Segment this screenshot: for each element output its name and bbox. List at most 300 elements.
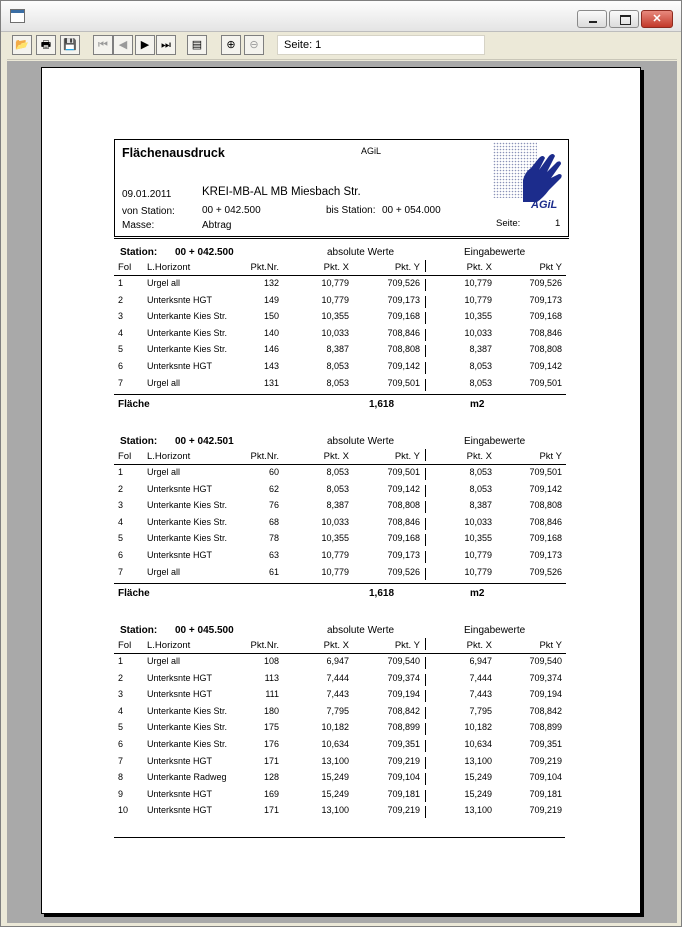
column-separator bbox=[425, 534, 426, 546]
header-divider bbox=[114, 238, 569, 239]
table-cell: 708,846 bbox=[387, 516, 420, 527]
table-cell: 10,779 bbox=[464, 294, 492, 305]
col-horizont: L.Horizont bbox=[147, 262, 191, 273]
minimize-icon bbox=[589, 21, 597, 23]
table-row bbox=[114, 378, 566, 393]
column-header-rule bbox=[114, 464, 566, 465]
col-fol: Fol bbox=[118, 640, 132, 651]
masse-label: Masse: bbox=[122, 220, 155, 231]
area-unit: m2 bbox=[470, 588, 485, 600]
last-page-icon: ⏭ bbox=[161, 39, 171, 51]
col-pkt-x: Pkt. X bbox=[323, 640, 349, 651]
table-cell: 709,219 bbox=[387, 805, 420, 816]
table-cell: 708,842 bbox=[529, 705, 562, 716]
table-cell: 5 bbox=[118, 344, 124, 355]
print-button[interactable] bbox=[36, 35, 56, 55]
svg-text:AGiL: AGiL bbox=[531, 199, 558, 211]
table-cell: 140 bbox=[263, 327, 279, 338]
project-name: KREI-MB-AL MB Miesbach Str. bbox=[202, 186, 361, 198]
col-horizont: L.Horizont bbox=[147, 451, 191, 462]
table-cell: 13,100 bbox=[464, 805, 492, 816]
table-cell: 709,501 bbox=[529, 377, 562, 388]
table-cell: 10,182 bbox=[464, 722, 492, 733]
col-fol: Fol bbox=[118, 451, 132, 462]
next-page-button[interactable] bbox=[135, 35, 155, 55]
masse-value: Abtrag bbox=[202, 220, 232, 231]
table-cell: 128 bbox=[263, 772, 279, 783]
table-cell: 7,444 bbox=[326, 672, 349, 683]
column-separator bbox=[425, 329, 426, 341]
table-cell: 10,779 bbox=[464, 550, 492, 560]
column-separator bbox=[425, 674, 426, 686]
table-cell: 10,355 bbox=[464, 533, 492, 544]
table-cell: 10,779 bbox=[464, 278, 492, 288]
table-cell: 5 bbox=[118, 533, 124, 544]
column-header-rule bbox=[114, 653, 566, 654]
von-station-label: von Station: bbox=[122, 206, 175, 217]
table-row bbox=[114, 772, 566, 787]
open-icon: 📂 bbox=[15, 39, 29, 51]
table-cell: 150 bbox=[263, 311, 279, 322]
table-cell: 709,501 bbox=[387, 377, 420, 388]
table-cell: 3 bbox=[118, 311, 124, 322]
prev-page-button[interactable] bbox=[113, 35, 133, 55]
table-cell: Unterkante Kies Str. bbox=[147, 516, 228, 527]
col-pkt-nr: Pkt.Nr. bbox=[250, 640, 279, 651]
table-cell: 709,540 bbox=[529, 656, 562, 666]
table-row bbox=[114, 722, 566, 737]
table-cell: 10,033 bbox=[464, 516, 492, 527]
table-cell: 2 bbox=[118, 294, 124, 305]
table-cell: 111 bbox=[265, 689, 279, 700]
zoom-out-icon: ⊖ bbox=[249, 39, 259, 51]
column-separator bbox=[425, 296, 426, 308]
table-cell: 171 bbox=[263, 805, 279, 816]
column-separator bbox=[425, 690, 426, 702]
table-cell: 132 bbox=[263, 278, 279, 288]
report-date: 09.01.2011 bbox=[122, 189, 172, 200]
table-row bbox=[114, 484, 566, 499]
area-rule bbox=[114, 583, 566, 584]
table-cell: 10,033 bbox=[321, 516, 349, 527]
table-cell: 62 bbox=[268, 483, 279, 494]
area-unit: m2 bbox=[470, 399, 485, 411]
column-separator bbox=[425, 638, 426, 650]
page-setup-button[interactable] bbox=[187, 35, 207, 55]
zoom-in-button[interactable] bbox=[221, 35, 241, 55]
table-row bbox=[114, 805, 566, 820]
table-cell: 709,168 bbox=[529, 533, 562, 544]
table-cell: 10,033 bbox=[464, 327, 492, 338]
table-cell: 76 bbox=[268, 500, 279, 511]
col-eing-pkt-y: Pkt Y bbox=[539, 262, 562, 273]
table-cell: Urgel all bbox=[147, 278, 181, 288]
col-pkt-x: Pkt. X bbox=[323, 451, 349, 462]
column-separator bbox=[425, 518, 426, 530]
column-separator bbox=[425, 773, 426, 785]
table-cell: 63 bbox=[268, 550, 279, 560]
table-cell: 10,779 bbox=[464, 566, 492, 577]
last-page-button[interactable] bbox=[156, 35, 176, 55]
column-separator bbox=[425, 806, 426, 818]
report-header bbox=[114, 139, 569, 237]
table-cell: 180 bbox=[263, 705, 279, 716]
table-cell: 709,142 bbox=[529, 361, 562, 371]
table-cell: Unterkante Radweg bbox=[147, 772, 227, 783]
table-cell: 4 bbox=[118, 327, 124, 338]
station-label bbox=[120, 436, 234, 447]
table-cell: Urgel all bbox=[147, 656, 181, 666]
table-row bbox=[114, 467, 566, 482]
table-cell: Unterkante Kies Str. bbox=[147, 327, 228, 338]
company-name: AGiL bbox=[361, 146, 382, 156]
table-cell: 8,053 bbox=[469, 467, 492, 477]
table-cell: 9 bbox=[118, 788, 124, 799]
column-separator bbox=[425, 468, 426, 480]
column-separator bbox=[425, 279, 426, 291]
table-cell: 709,168 bbox=[387, 311, 420, 322]
table-cell: 7 bbox=[118, 566, 124, 577]
column-separator bbox=[425, 740, 426, 752]
table-cell: Urgel all bbox=[147, 566, 181, 577]
print-icon: 🖶 bbox=[40, 39, 52, 51]
col-eing-pkt-x: Pkt. X bbox=[466, 262, 492, 273]
table-cell: 709,104 bbox=[529, 772, 562, 783]
table-cell: 8,053 bbox=[326, 467, 349, 477]
col-pkt-y: Pkt. Y bbox=[394, 451, 420, 462]
table-cell: 8 bbox=[118, 772, 124, 783]
table-cell: 708,842 bbox=[387, 705, 420, 716]
table-cell: 7,443 bbox=[326, 689, 349, 700]
table-cell: 709,219 bbox=[529, 805, 562, 816]
table-cell: 6 bbox=[118, 550, 124, 560]
column-separator bbox=[425, 260, 426, 272]
report-title: Flächenausdruck bbox=[122, 146, 225, 160]
table-cell: Unterkante Kies Str. bbox=[147, 739, 228, 749]
input-values-heading: Eingabewerte bbox=[464, 625, 526, 636]
zoom-in-icon: ⊕ bbox=[226, 39, 236, 51]
column-separator bbox=[425, 362, 426, 374]
table-cell: 709,173 bbox=[529, 550, 562, 560]
table-cell: 8,053 bbox=[469, 377, 492, 388]
table-row bbox=[114, 361, 566, 376]
table-cell: 709,181 bbox=[529, 788, 562, 799]
table-cell: 15,249 bbox=[321, 772, 349, 783]
table-row bbox=[114, 328, 566, 343]
station-label bbox=[120, 247, 234, 258]
table-cell: 8,053 bbox=[326, 361, 349, 371]
column-separator bbox=[425, 449, 426, 461]
column-separator bbox=[425, 568, 426, 580]
maximize-icon bbox=[620, 15, 631, 25]
area-label: Fläche bbox=[118, 588, 150, 600]
table-cell: 708,808 bbox=[387, 500, 420, 511]
table-cell: 15,249 bbox=[464, 788, 492, 799]
seite-label: Seite: bbox=[496, 218, 521, 229]
table-cell: 3 bbox=[118, 500, 124, 511]
table-cell: 10,355 bbox=[321, 533, 349, 544]
table-cell: 10,634 bbox=[464, 739, 492, 749]
table-cell: Unterksnte HGT bbox=[147, 755, 213, 766]
table-cell: 709,194 bbox=[387, 689, 420, 700]
table-cell: 7,444 bbox=[469, 672, 492, 683]
table-cell: 6 bbox=[118, 739, 124, 749]
table-cell: 10,182 bbox=[321, 722, 349, 733]
table-cell: 8,053 bbox=[326, 483, 349, 494]
zoom-out-button[interactable] bbox=[244, 35, 264, 55]
table-cell: 8,387 bbox=[326, 500, 349, 511]
station-label bbox=[120, 625, 234, 636]
area-value: 1,618 bbox=[369, 399, 395, 411]
table-cell: 709,173 bbox=[387, 294, 420, 305]
table-cell: 10,355 bbox=[321, 311, 349, 322]
table-cell: 708,808 bbox=[529, 344, 562, 355]
table-cell: 7 bbox=[118, 755, 124, 766]
page-setup-icon: ▤ bbox=[191, 39, 203, 51]
app-icon bbox=[10, 9, 25, 23]
col-fol: Fol bbox=[118, 262, 132, 273]
col-pkt-nr: Pkt.Nr. bbox=[250, 451, 279, 462]
report-bottom-rule bbox=[114, 837, 565, 838]
table-cell: 171 bbox=[263, 755, 279, 766]
save-button[interactable] bbox=[60, 35, 80, 55]
table-cell: 6,947 bbox=[469, 656, 492, 666]
table-cell: 709,168 bbox=[529, 311, 562, 322]
table-cell: 7 bbox=[118, 377, 124, 388]
table-row bbox=[114, 673, 566, 688]
table-cell: 78 bbox=[268, 533, 279, 544]
table-row bbox=[114, 500, 566, 515]
table-cell: 4 bbox=[118, 705, 124, 716]
column-header-rule bbox=[114, 275, 566, 276]
table-row bbox=[114, 311, 566, 326]
close-button[interactable] bbox=[641, 10, 673, 28]
table-cell: 7,795 bbox=[469, 705, 492, 716]
maximize-button[interactable] bbox=[609, 10, 639, 28]
table-cell: 708,899 bbox=[387, 722, 420, 733]
table-cell: 15,249 bbox=[321, 788, 349, 799]
table-cell: 709,142 bbox=[529, 483, 562, 494]
table-cell: 709,526 bbox=[529, 566, 562, 577]
table-cell: 169 bbox=[263, 788, 279, 799]
table-cell: 10 bbox=[118, 805, 129, 816]
table-cell: 10,779 bbox=[321, 550, 349, 560]
table-cell: Unterkante Kies Str. bbox=[147, 344, 228, 355]
table-row bbox=[114, 656, 566, 671]
table-cell: Unterkante Kies Str. bbox=[147, 533, 228, 544]
table-cell: 1 bbox=[118, 278, 124, 288]
table-cell: 1 bbox=[118, 467, 124, 477]
column-separator bbox=[425, 657, 426, 669]
table-cell: 61 bbox=[268, 566, 279, 577]
table-cell: 8,387 bbox=[469, 344, 492, 355]
input-values-heading: Eingabewerte bbox=[464, 436, 526, 447]
table-cell: 60 bbox=[268, 467, 279, 477]
table-cell: 709,374 bbox=[387, 672, 420, 683]
table-cell: 709,374 bbox=[529, 672, 562, 683]
table-cell: 6 bbox=[118, 361, 124, 371]
column-separator bbox=[425, 723, 426, 735]
column-separator bbox=[425, 485, 426, 497]
table-cell: 709,540 bbox=[387, 656, 420, 666]
table-cell: 15,249 bbox=[464, 772, 492, 783]
table-row bbox=[114, 706, 566, 721]
table-cell: Unterksnte HGT bbox=[147, 805, 213, 816]
table-cell: Unterksnte HGT bbox=[147, 672, 213, 683]
col-eing-pkt-x: Pkt. X bbox=[466, 640, 492, 651]
table-cell: 708,846 bbox=[529, 327, 562, 338]
area-value: 1,618 bbox=[369, 588, 395, 600]
table-cell: 8,053 bbox=[469, 361, 492, 371]
table-cell: 2 bbox=[118, 672, 124, 683]
table-cell: 709,526 bbox=[529, 278, 562, 288]
table-cell: 1 bbox=[118, 656, 124, 666]
table-cell: 709,351 bbox=[529, 739, 562, 749]
column-separator bbox=[425, 790, 426, 802]
column-separator bbox=[425, 501, 426, 513]
table-cell: Unterksnte HGT bbox=[147, 483, 213, 494]
title-bar[interactable] bbox=[1, 1, 681, 32]
col-eing-pkt-y: Pkt Y bbox=[539, 451, 562, 462]
open-button[interactable] bbox=[12, 35, 32, 55]
column-separator bbox=[425, 312, 426, 324]
column-separator bbox=[425, 551, 426, 563]
table-cell: 149 bbox=[263, 294, 279, 305]
table-cell: 709,168 bbox=[387, 533, 420, 544]
station-caption: Station: bbox=[120, 625, 158, 636]
table-cell: 709,104 bbox=[387, 772, 420, 783]
table-cell: 10,355 bbox=[464, 311, 492, 322]
table-cell: 13,100 bbox=[321, 755, 349, 766]
table-row bbox=[114, 533, 566, 548]
table-cell: 709,351 bbox=[387, 739, 420, 749]
page-indicator: Seite: 1 bbox=[277, 35, 485, 55]
col-horizont: L.Horizont bbox=[147, 640, 191, 651]
table-cell: 113 bbox=[264, 672, 279, 683]
col-pkt-nr: Pkt.Nr. bbox=[250, 262, 279, 273]
minimize-button[interactable] bbox=[577, 10, 607, 28]
save-icon: 💾 bbox=[63, 39, 77, 51]
absolute-values-heading: absolute Werte bbox=[327, 247, 395, 258]
table-row bbox=[114, 756, 566, 771]
close-icon: ✕ bbox=[652, 13, 662, 25]
table-cell: 143 bbox=[263, 361, 279, 371]
column-separator bbox=[425, 345, 426, 357]
table-cell: 708,846 bbox=[529, 516, 562, 527]
table-cell: 7,795 bbox=[326, 705, 349, 716]
station-value: 00 + 045.500 bbox=[175, 625, 234, 636]
col-pkt-y: Pkt. Y bbox=[394, 640, 420, 651]
col-eing-pkt-x: Pkt. X bbox=[466, 451, 492, 462]
von-station-value: 00 + 042.500 bbox=[202, 205, 261, 216]
table-cell: Unterkante Kies Str. bbox=[147, 722, 228, 733]
table-row bbox=[114, 739, 566, 754]
table-cell: 176 bbox=[263, 739, 279, 749]
table-row bbox=[114, 789, 566, 804]
station-caption: Station: bbox=[120, 247, 158, 258]
col-pkt-x: Pkt. X bbox=[323, 262, 349, 273]
table-cell: 709,501 bbox=[387, 467, 420, 477]
column-separator bbox=[425, 757, 426, 769]
table-cell: 2 bbox=[118, 483, 124, 494]
station-value: 00 + 042.501 bbox=[175, 436, 234, 447]
table-cell: 709,526 bbox=[387, 566, 420, 577]
table-cell: Unterkante Kies Str. bbox=[147, 311, 228, 322]
table-cell: 709,219 bbox=[529, 755, 562, 766]
station-caption: Station: bbox=[120, 436, 158, 447]
table-cell: Unterksnte HGT bbox=[147, 361, 213, 371]
table-cell: 10,779 bbox=[321, 278, 349, 288]
table-cell: Unterkante Kies Str. bbox=[147, 705, 228, 716]
table-cell: 3 bbox=[118, 689, 124, 700]
table-cell: 709,219 bbox=[387, 755, 420, 766]
table-cell: 10,634 bbox=[321, 739, 349, 749]
next-page-icon: ▶ bbox=[140, 39, 150, 51]
preview-toolbar bbox=[7, 33, 677, 60]
table-cell: Urgel all bbox=[147, 467, 181, 477]
prev-page-icon: ◀ bbox=[118, 39, 128, 51]
input-values-heading: Eingabewerte bbox=[464, 247, 526, 258]
bis-station-value: 00 + 054.000 bbox=[382, 205, 441, 216]
table-cell: 708,846 bbox=[387, 327, 420, 338]
station-value: 00 + 042.500 bbox=[175, 247, 234, 258]
table-cell: 4 bbox=[118, 516, 124, 527]
absolute-values-heading: absolute Werte bbox=[327, 625, 395, 636]
table-cell: 709,142 bbox=[387, 361, 420, 371]
table-row bbox=[114, 550, 566, 565]
table-cell: 175 bbox=[263, 722, 279, 733]
table-cell: 13,100 bbox=[464, 755, 492, 766]
bis-station-label: bis Station: bbox=[326, 205, 376, 216]
table-cell: Unterksnte HGT bbox=[147, 689, 213, 700]
table-row bbox=[114, 295, 566, 310]
table-cell: 708,808 bbox=[529, 500, 562, 511]
table-cell: 708,808 bbox=[387, 344, 420, 355]
table-row bbox=[114, 344, 566, 359]
table-cell: Unterkante Kies Str. bbox=[147, 500, 228, 511]
table-cell: 68 bbox=[268, 516, 279, 527]
table-cell: 709,501 bbox=[529, 467, 562, 477]
table-cell: 6,947 bbox=[326, 656, 349, 666]
table-cell: 146 bbox=[263, 344, 279, 355]
table-cell: 709,173 bbox=[529, 294, 562, 305]
table-cell: Unterksnte HGT bbox=[147, 788, 213, 799]
table-cell: 10,033 bbox=[321, 327, 349, 338]
table-cell: 8,053 bbox=[469, 483, 492, 494]
table-cell: 709,194 bbox=[529, 689, 562, 700]
table-cell: 131 bbox=[263, 377, 279, 388]
area-rule bbox=[114, 394, 566, 395]
table-row bbox=[114, 567, 566, 582]
table-cell: 708,899 bbox=[529, 722, 562, 733]
table-row bbox=[114, 517, 566, 532]
first-page-button[interactable] bbox=[93, 35, 113, 55]
seite-value: 1 bbox=[555, 218, 561, 229]
first-page-icon: ⏮ bbox=[98, 39, 108, 51]
table-row bbox=[114, 689, 566, 704]
col-eing-pkt-y: Pkt Y bbox=[539, 640, 562, 651]
table-cell: Unterksnte HGT bbox=[147, 550, 213, 560]
table-cell: 5 bbox=[118, 722, 124, 733]
table-cell: 709,173 bbox=[387, 550, 420, 560]
table-cell: 8,387 bbox=[326, 344, 349, 355]
column-separator bbox=[425, 707, 426, 719]
table-cell: 8,387 bbox=[469, 500, 492, 511]
table-cell: 13,100 bbox=[321, 805, 349, 816]
table-cell: Unterksnte HGT bbox=[147, 294, 213, 305]
table-cell: Urgel all bbox=[147, 377, 181, 388]
table-cell: 8,053 bbox=[326, 377, 349, 388]
